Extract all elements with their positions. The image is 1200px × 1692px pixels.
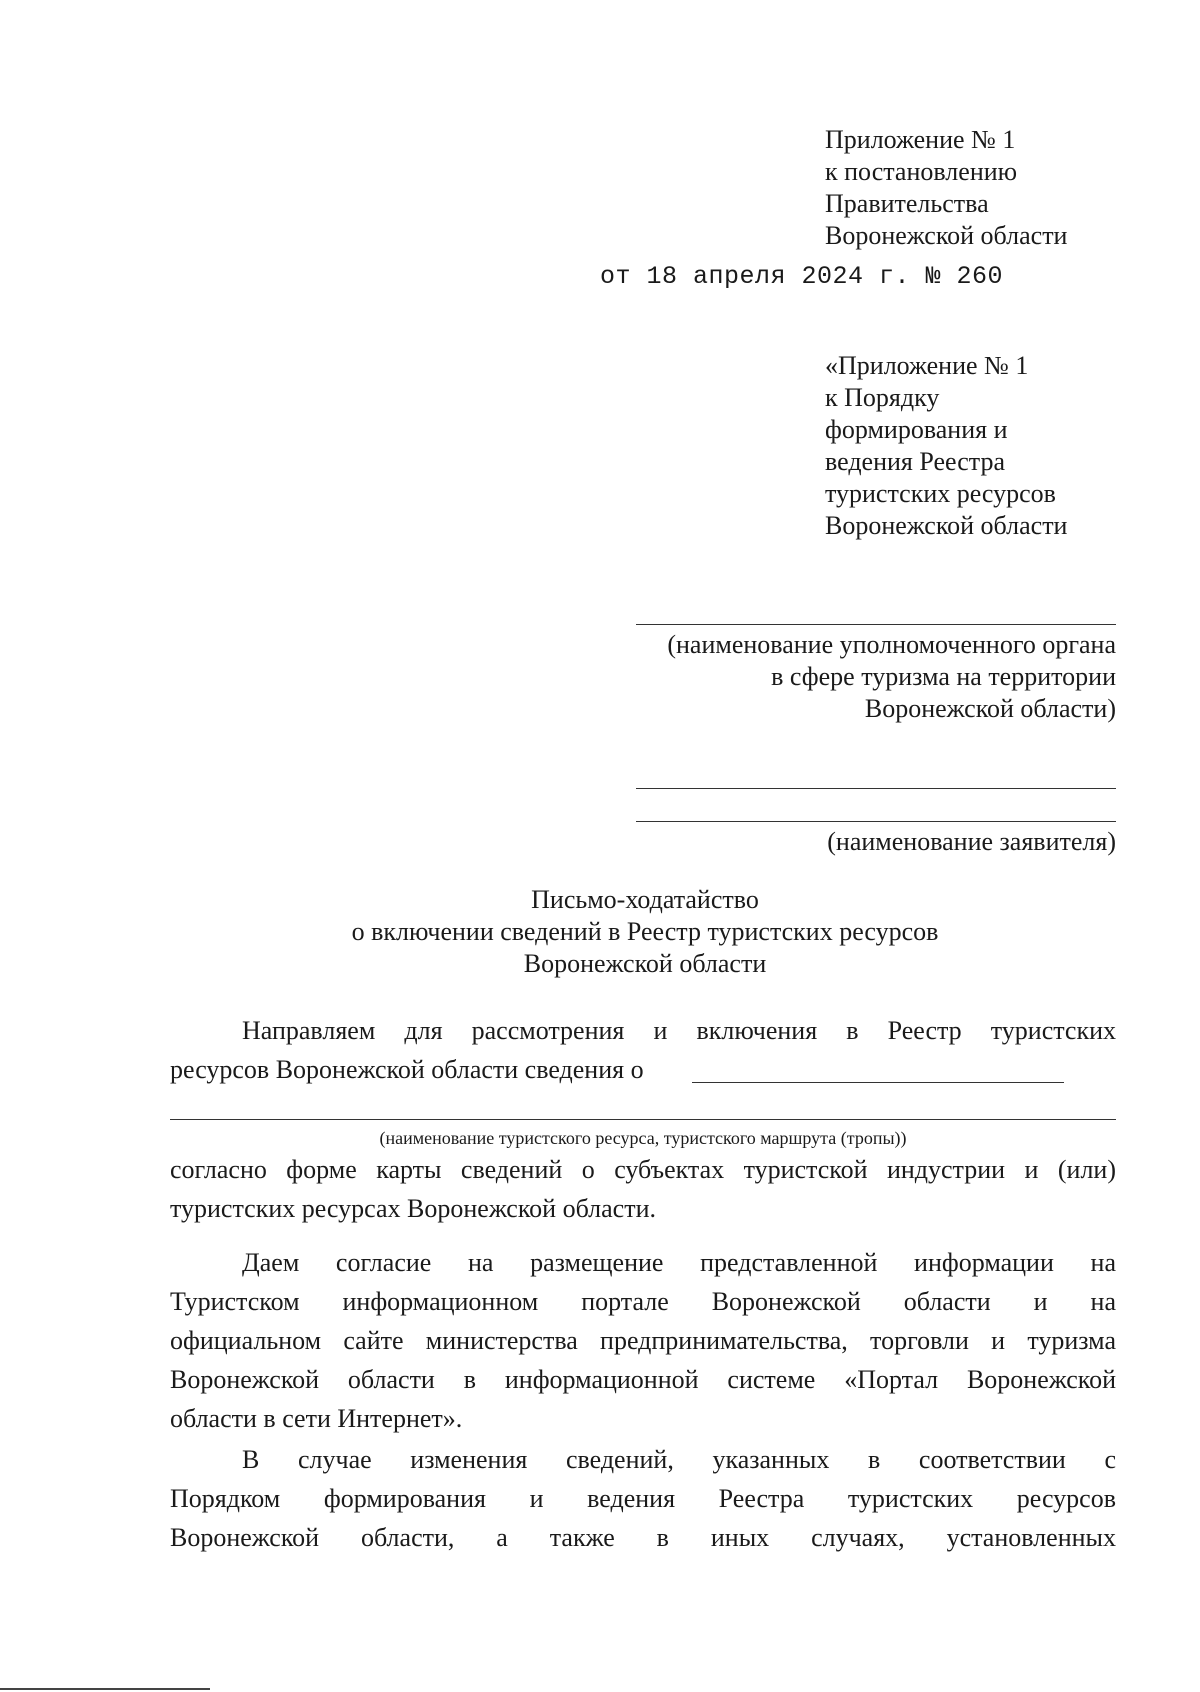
paragraph-line: Даем согласие на размещение представленной информации на (242, 1248, 1116, 1277)
authority-caption (667, 629, 1116, 725)
applicant-caption-text: (наименование заявителя) (827, 827, 1116, 856)
resource-caption: (наименование туристского ресурса, туристского маршрута (тропы)) (379, 1128, 907, 1148)
annex-order (825, 350, 1067, 542)
annex-order-line: формирования и (825, 415, 1008, 444)
paragraph-request-continued (170, 1150, 1116, 1228)
paragraph-request (170, 1011, 1116, 1050)
authority-caption-line: Воронежской области) (864, 694, 1116, 723)
paragraph-consent (170, 1243, 1116, 1438)
paragraph-line: Воронежской области, а также в иных случаях, установленных (170, 1523, 1116, 1552)
applicant-caption (827, 826, 1116, 858)
annex-order-line: к Порядку (825, 383, 940, 412)
authority-caption-line: в сфере туризма на территории (771, 662, 1116, 691)
applicant-blank-line (636, 821, 1116, 822)
paragraph-line: туристских ресурсах Воронежской области. (170, 1194, 656, 1223)
resource-blank-line (170, 1119, 1116, 1120)
annex-header (825, 124, 1067, 252)
annex-header-line: Правительства (825, 189, 989, 218)
annex-header-line: к постановлению (825, 157, 1018, 186)
annex-order-line: Воронежской области (825, 511, 1068, 540)
annex-order-line: туристских ресурсов (825, 479, 1056, 508)
paragraph-line: согласно форме карты сведений о субъектах туристской индустрии и (или) (170, 1155, 1116, 1184)
paragraph-line: Порядком формирования и ведения Реестра туристских ресурсов (170, 1484, 1116, 1513)
paragraph-line: Направляем для рассмотрения и включения в Реестр туристских (242, 1016, 1116, 1045)
letter-title (0, 884, 1200, 980)
title-line: о включении сведений в Реестр туристских ресурсов (351, 917, 939, 946)
authority-blank-line (636, 624, 1116, 625)
paragraph-line: официальном сайте министерства предпринимательства, торговли и туризма (170, 1326, 1116, 1355)
paragraph-line: Туристском информационном портале Воронежской области и на (170, 1287, 1116, 1316)
paragraph-line: В случае изменения сведений, указанных в соответствии с (242, 1445, 1116, 1474)
title-line: Воронежской области (523, 949, 767, 978)
annex-header-line: Воронежской области (825, 221, 1068, 250)
paragraph-changes (170, 1440, 1116, 1557)
resource-blank-line (692, 1082, 1064, 1083)
footer-rule (0, 1688, 210, 1690)
authority-caption-line: (наименование уполномоченного органа (667, 630, 1116, 659)
annex-header-line: Приложение № 1 (825, 125, 1016, 154)
paragraph-line: Воронежской области в информационной системе «Портал Воронежской (170, 1365, 1116, 1394)
paragraph-line: области в сети Интернет». (170, 1404, 463, 1433)
applicant-blank-line (636, 788, 1116, 789)
title-line: Письмо-ходатайство (531, 885, 759, 914)
resolution-date: от 18 апреля 2024 г. № 260 (600, 262, 1004, 291)
annex-order-line: ведения Реестра (825, 447, 1005, 476)
annex-order-line: «Приложение № 1 (825, 351, 1029, 380)
paragraph-line: ресурсов Воронежской области сведения о (170, 1055, 644, 1084)
